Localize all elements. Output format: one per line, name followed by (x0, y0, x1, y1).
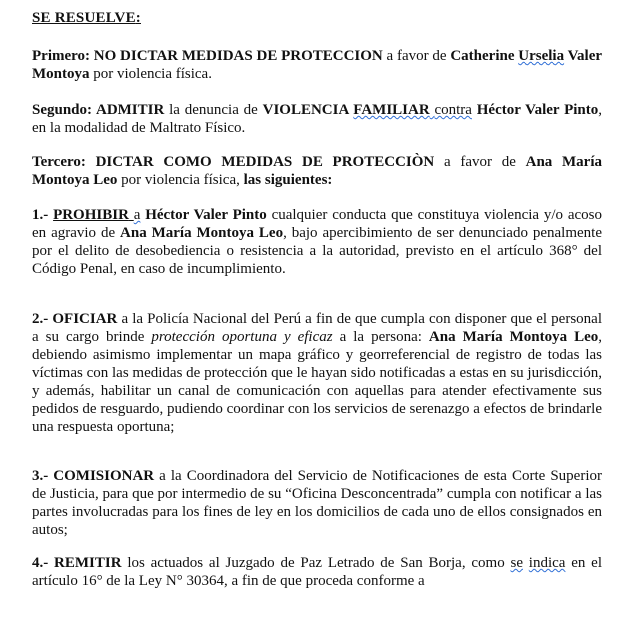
measure-4-remitir: 4.- REMITIR los actuados al Juzgado de Paz Letrado de San Borja, como se indica en el artículo 16° de la Ley N° 30364, a fin de que proceda conforme a (32, 555, 603, 589)
measure-1-prohibir: 1.- PROHIBIR a Héctor Valer Pinto cualquier conducta que constituya violencia y/o acoso en agravio de Ana María Montoya Leo, bajo apercibimiento de ser denunciado penalmente por el delito de desobediencia o resistencia a la autoridad, previsto en el artículo 368° del Código Penal, en caso de incumplimiento. (32, 207, 602, 277)
spellcheck-mark: Urselia (518, 48, 565, 64)
paragraph-tercero: Tercero: DICTAR COMO MEDIDAS DE PROTECCIÒN a favor de Ana María Montoya Leo por violencia física, las siguientes: (32, 154, 602, 188)
paragraph-primero: Primero: NO DICTAR MEDIDAS DE PROTECCION a favor de Catherine Urselia Valer Montoya por violencia física. (32, 48, 603, 82)
measure-2-oficiar: 2.- OFICIAR a la Policía Nacional del Perú a fin de que cumpla con disponer que el personal a su cargo brinde protección oportuna y eficaz a la persona: Ana María Montoya Leo, debiendo asimismo implementar un mapa gráfico y georreferencial de registro de todas las víctimas con las medidas de protección que le hayan sido notificadas a estas en su jurisdicción, y además, habilitar un canal de comunicación con aquellas para atender efectivamente sus pedidos de resguardo, pudiendo coordinar con los servicios de serenazgo a efectos de brindarle una respuesta oportuna; (32, 311, 602, 435)
paragraph-segundo: Segundo: ADMITIR la denuncia de VIOLENCIA FAMILIAR contra Héctor Valer Pinto, en la modalidad de Maltrato Físico. (32, 102, 603, 136)
resolution-heading: SE RESUELVE: (32, 10, 141, 26)
measure-3-comisionar: 3.- COMISIONAR a la Coordinadora del Servicio de Notificaciones de esta Corte Superior de Justicia, para que por intermedio de su “Oficina Desconcentrada” cumpla con notificar a las partes involucradas para los fines de ley en los domicilios de cada uno de ellos consignados en autos; (32, 468, 603, 538)
